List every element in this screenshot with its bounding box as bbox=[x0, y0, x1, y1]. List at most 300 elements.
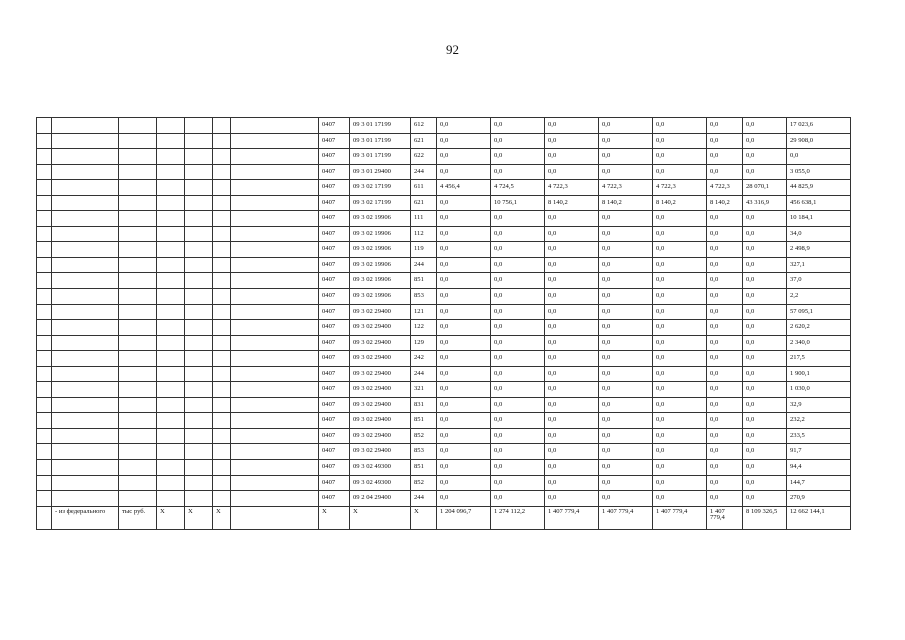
value-cell: 0,0 bbox=[491, 133, 545, 149]
target-item-cell: 09 3 02 17199 bbox=[350, 195, 411, 211]
empty-cell bbox=[119, 149, 157, 165]
value-cell: 0,0 bbox=[707, 242, 743, 258]
empty-cell bbox=[231, 273, 319, 289]
empty-cell bbox=[119, 335, 157, 351]
value-cell: 0,0 bbox=[707, 320, 743, 336]
value-cell: 0,0 bbox=[653, 242, 707, 258]
value-cell: 0,0 bbox=[707, 226, 743, 242]
expense-type-cell: 111 bbox=[411, 211, 437, 227]
value-cell: 0,0 bbox=[599, 133, 653, 149]
empty-cell bbox=[231, 226, 319, 242]
value-cell: 0,0 bbox=[599, 273, 653, 289]
value-cell: 0,0 bbox=[545, 320, 599, 336]
value-cell: 0,0 bbox=[491, 226, 545, 242]
unit-cell: тыс руб. bbox=[119, 506, 157, 529]
empty-cell bbox=[213, 491, 231, 507]
value-cell: 0,0 bbox=[653, 304, 707, 320]
value-cell: 0,0 bbox=[491, 118, 545, 134]
x-cell: Х bbox=[319, 506, 350, 529]
value-cell: 0,0 bbox=[707, 118, 743, 134]
table-row bbox=[37, 195, 851, 211]
value-cell: 0,0 bbox=[743, 133, 787, 149]
expense-type-cell: 242 bbox=[411, 351, 437, 367]
table-row bbox=[37, 397, 851, 413]
value-cell: 0,0 bbox=[437, 366, 491, 382]
empty-cell bbox=[231, 320, 319, 336]
empty-cell bbox=[52, 475, 119, 491]
empty-cell bbox=[231, 397, 319, 413]
empty-cell bbox=[185, 195, 213, 211]
expense-type-cell: 612 bbox=[411, 118, 437, 134]
empty-cell bbox=[231, 164, 319, 180]
value-cell: 0,0 bbox=[653, 289, 707, 305]
expense-type-cell: 244 bbox=[411, 366, 437, 382]
empty-cell bbox=[119, 491, 157, 507]
total-label-cell: - из федерального bbox=[52, 506, 119, 529]
empty-cell bbox=[52, 304, 119, 320]
empty-cell bbox=[37, 382, 52, 398]
table-row bbox=[37, 164, 851, 180]
value-cell: 0,0 bbox=[599, 475, 653, 491]
value-cell: 0,0 bbox=[437, 257, 491, 273]
empty-cell bbox=[52, 257, 119, 273]
value-cell: 0,0 bbox=[545, 289, 599, 305]
value-cell: 0,0 bbox=[707, 351, 743, 367]
section-code-cell: 0407 bbox=[319, 211, 350, 227]
value-cell: 4 722,3 bbox=[545, 180, 599, 196]
value-cell: 0,0 bbox=[707, 491, 743, 507]
empty-cell bbox=[119, 164, 157, 180]
empty-cell bbox=[52, 382, 119, 398]
value-cell: 0,0 bbox=[653, 397, 707, 413]
empty-cell bbox=[213, 475, 231, 491]
empty-cell bbox=[213, 211, 231, 227]
section-code-cell: 0407 bbox=[319, 413, 350, 429]
empty-cell bbox=[157, 195, 185, 211]
value-cell: 4 722,3 bbox=[707, 180, 743, 196]
total-value-cell: 12 662 144,1 bbox=[787, 506, 851, 529]
value-cell: 4 724,5 bbox=[491, 180, 545, 196]
empty-cell bbox=[52, 428, 119, 444]
empty-cell bbox=[157, 226, 185, 242]
empty-cell bbox=[157, 133, 185, 149]
value-cell: 0,0 bbox=[599, 335, 653, 351]
expense-type-cell: 852 bbox=[411, 428, 437, 444]
value-cell: 0,0 bbox=[743, 273, 787, 289]
value-cell: 0,0 bbox=[545, 226, 599, 242]
value-cell: 8 140,2 bbox=[545, 195, 599, 211]
expense-type-cell: 852 bbox=[411, 475, 437, 491]
section-code-cell: 0407 bbox=[319, 257, 350, 273]
value-cell: 0,0 bbox=[545, 413, 599, 429]
empty-cell bbox=[52, 180, 119, 196]
section-code-cell: 0407 bbox=[319, 164, 350, 180]
expense-type-cell: 244 bbox=[411, 164, 437, 180]
empty-cell bbox=[185, 335, 213, 351]
section-code-cell: 0407 bbox=[319, 460, 350, 476]
section-code-cell: 0407 bbox=[319, 180, 350, 196]
value-cell: 17 023,6 bbox=[787, 118, 851, 134]
expense-type-cell: 853 bbox=[411, 289, 437, 305]
value-cell: 8 140,2 bbox=[707, 195, 743, 211]
value-cell: 0,0 bbox=[653, 320, 707, 336]
empty-cell bbox=[185, 273, 213, 289]
target-item-cell: 09 3 02 29400 bbox=[350, 304, 411, 320]
value-cell: 0,0 bbox=[653, 149, 707, 165]
empty-cell bbox=[52, 164, 119, 180]
expense-type-cell: 112 bbox=[411, 226, 437, 242]
empty-cell bbox=[157, 475, 185, 491]
value-cell: 0,0 bbox=[743, 118, 787, 134]
target-item-cell: 09 3 02 29400 bbox=[350, 351, 411, 367]
empty-cell bbox=[157, 351, 185, 367]
target-item-cell: 09 3 02 19906 bbox=[350, 257, 411, 273]
empty-cell bbox=[185, 149, 213, 165]
value-cell: 0,0 bbox=[707, 413, 743, 429]
value-cell: 0,0 bbox=[545, 351, 599, 367]
value-cell: 217,5 bbox=[787, 351, 851, 367]
value-cell: 2,2 bbox=[787, 289, 851, 305]
table-row bbox=[37, 460, 851, 476]
empty-cell bbox=[185, 460, 213, 476]
value-cell: 327,1 bbox=[787, 257, 851, 273]
empty-cell bbox=[213, 397, 231, 413]
empty-cell bbox=[119, 242, 157, 258]
value-cell: 0,0 bbox=[491, 460, 545, 476]
value-cell: 0,0 bbox=[599, 366, 653, 382]
total-row bbox=[37, 506, 851, 529]
value-cell: 0,0 bbox=[743, 351, 787, 367]
value-cell: 0,0 bbox=[491, 351, 545, 367]
target-item-cell: 09 3 02 29400 bbox=[350, 413, 411, 429]
empty-cell bbox=[52, 226, 119, 242]
expense-type-cell: 129 bbox=[411, 335, 437, 351]
value-cell: 43 316,9 bbox=[743, 195, 787, 211]
value-cell: 0,0 bbox=[437, 413, 491, 429]
empty-cell bbox=[37, 164, 52, 180]
value-cell: 0,0 bbox=[653, 118, 707, 134]
value-cell: 0,0 bbox=[491, 475, 545, 491]
value-cell: 0,0 bbox=[743, 460, 787, 476]
value-cell: 0,0 bbox=[545, 475, 599, 491]
empty-cell bbox=[157, 273, 185, 289]
section-code-cell: 0407 bbox=[319, 289, 350, 305]
value-cell: 2 340,0 bbox=[787, 335, 851, 351]
value-cell: 0,0 bbox=[599, 428, 653, 444]
value-cell: 0,0 bbox=[599, 382, 653, 398]
value-cell: 0,0 bbox=[545, 118, 599, 134]
target-item-cell: 09 3 02 29400 bbox=[350, 428, 411, 444]
empty-cell bbox=[157, 428, 185, 444]
x-cell: Х bbox=[185, 506, 213, 529]
value-cell: 0,0 bbox=[437, 351, 491, 367]
empty-cell bbox=[119, 397, 157, 413]
section-code-cell: 0407 bbox=[319, 118, 350, 134]
value-cell: 29 908,0 bbox=[787, 133, 851, 149]
value-cell: 0,0 bbox=[437, 289, 491, 305]
value-cell: 0,0 bbox=[743, 304, 787, 320]
expense-type-cell: 611 bbox=[411, 180, 437, 196]
value-cell: 0,0 bbox=[437, 475, 491, 491]
empty-cell bbox=[157, 289, 185, 305]
empty-cell bbox=[37, 195, 52, 211]
target-item-cell: 09 3 02 19906 bbox=[350, 226, 411, 242]
empty-cell bbox=[213, 133, 231, 149]
section-code-cell: 0407 bbox=[319, 382, 350, 398]
value-cell: 0,0 bbox=[437, 195, 491, 211]
target-item-cell: 09 3 01 17199 bbox=[350, 149, 411, 165]
value-cell: 0,0 bbox=[653, 366, 707, 382]
value-cell: 232,2 bbox=[787, 413, 851, 429]
empty-cell bbox=[231, 413, 319, 429]
empty-cell bbox=[185, 413, 213, 429]
value-cell: 0,0 bbox=[491, 273, 545, 289]
target-item-cell: 09 3 02 29400 bbox=[350, 320, 411, 336]
value-cell: 0,0 bbox=[707, 366, 743, 382]
table-row bbox=[37, 289, 851, 305]
value-cell: 0,0 bbox=[437, 211, 491, 227]
empty-cell bbox=[157, 257, 185, 273]
value-cell: 0,0 bbox=[653, 475, 707, 491]
empty-cell bbox=[119, 195, 157, 211]
x-cell: Х bbox=[411, 506, 437, 529]
value-cell: 0,0 bbox=[653, 428, 707, 444]
x-cell: Х bbox=[157, 506, 185, 529]
value-cell: 0,0 bbox=[545, 491, 599, 507]
value-cell: 0,0 bbox=[437, 320, 491, 336]
value-cell: 2 498,9 bbox=[787, 242, 851, 258]
value-cell: 0,0 bbox=[545, 257, 599, 273]
empty-cell bbox=[37, 226, 52, 242]
value-cell: 0,0 bbox=[653, 133, 707, 149]
value-cell: 0,0 bbox=[599, 320, 653, 336]
empty-cell bbox=[157, 460, 185, 476]
target-item-cell: 09 3 02 29400 bbox=[350, 366, 411, 382]
value-cell: 0,0 bbox=[599, 257, 653, 273]
empty-cell bbox=[157, 149, 185, 165]
value-cell: 0,0 bbox=[599, 304, 653, 320]
value-cell: 0,0 bbox=[707, 289, 743, 305]
table-row bbox=[37, 226, 851, 242]
value-cell: 0,0 bbox=[545, 211, 599, 227]
section-code-cell: 0407 bbox=[319, 149, 350, 165]
value-cell: 0,0 bbox=[437, 149, 491, 165]
value-cell: 0,0 bbox=[545, 444, 599, 460]
empty-cell bbox=[52, 118, 119, 134]
empty-cell bbox=[157, 491, 185, 507]
value-cell: 0,0 bbox=[545, 273, 599, 289]
empty-cell bbox=[185, 242, 213, 258]
value-cell: 10 184,1 bbox=[787, 211, 851, 227]
target-item-cell: 09 3 02 29400 bbox=[350, 397, 411, 413]
value-cell: 0,0 bbox=[743, 475, 787, 491]
value-cell: 91,7 bbox=[787, 444, 851, 460]
empty-cell bbox=[185, 164, 213, 180]
empty-cell bbox=[52, 491, 119, 507]
total-value-cell: 1 204 096,7 bbox=[437, 506, 491, 529]
empty-cell bbox=[157, 180, 185, 196]
empty-cell bbox=[213, 257, 231, 273]
section-code-cell: 0407 bbox=[319, 366, 350, 382]
value-cell: 34,0 bbox=[787, 226, 851, 242]
empty-cell bbox=[231, 491, 319, 507]
empty-cell bbox=[157, 211, 185, 227]
empty-cell bbox=[185, 118, 213, 134]
value-cell: 0,0 bbox=[743, 413, 787, 429]
target-item-cell: 09 3 02 17199 bbox=[350, 180, 411, 196]
empty-cell bbox=[52, 335, 119, 351]
table-row bbox=[37, 320, 851, 336]
value-cell: 233,5 bbox=[787, 428, 851, 444]
empty-cell bbox=[185, 397, 213, 413]
value-cell: 0,0 bbox=[653, 351, 707, 367]
empty-cell bbox=[231, 118, 319, 134]
value-cell: 0,0 bbox=[491, 211, 545, 227]
empty-cell bbox=[213, 226, 231, 242]
empty-cell bbox=[52, 149, 119, 165]
expense-type-cell: 321 bbox=[411, 382, 437, 398]
expense-type-cell: 851 bbox=[411, 273, 437, 289]
target-item-cell: 09 3 01 29400 bbox=[350, 164, 411, 180]
empty-cell bbox=[185, 320, 213, 336]
value-cell: 10 756,1 bbox=[491, 195, 545, 211]
empty-cell bbox=[52, 273, 119, 289]
value-cell: 0,0 bbox=[599, 164, 653, 180]
empty-cell bbox=[119, 273, 157, 289]
value-cell: 0,0 bbox=[599, 444, 653, 460]
target-item-cell: 09 3 01 17199 bbox=[350, 133, 411, 149]
empty-cell bbox=[185, 382, 213, 398]
value-cell: 0,0 bbox=[653, 164, 707, 180]
empty-cell bbox=[231, 211, 319, 227]
value-cell: 0,0 bbox=[653, 491, 707, 507]
table-row bbox=[37, 475, 851, 491]
empty-cell bbox=[231, 351, 319, 367]
value-cell: 0,0 bbox=[437, 335, 491, 351]
value-cell: 0,0 bbox=[599, 397, 653, 413]
value-cell: 0,0 bbox=[707, 475, 743, 491]
value-cell: 456 638,1 bbox=[787, 195, 851, 211]
empty-cell bbox=[119, 428, 157, 444]
empty-cell bbox=[119, 444, 157, 460]
empty-cell bbox=[231, 428, 319, 444]
value-cell: 0,0 bbox=[743, 382, 787, 398]
empty-cell bbox=[37, 428, 52, 444]
value-cell: 0,0 bbox=[743, 149, 787, 165]
section-code-cell: 0407 bbox=[319, 397, 350, 413]
value-cell: 0,0 bbox=[653, 444, 707, 460]
section-code-cell: 0407 bbox=[319, 273, 350, 289]
value-cell: 0,0 bbox=[545, 149, 599, 165]
empty-cell bbox=[185, 180, 213, 196]
value-cell: 0,0 bbox=[653, 211, 707, 227]
value-cell: 0,0 bbox=[743, 164, 787, 180]
empty-cell bbox=[231, 475, 319, 491]
empty-cell bbox=[119, 211, 157, 227]
value-cell: 0,0 bbox=[437, 444, 491, 460]
empty-cell bbox=[213, 195, 231, 211]
value-cell: 0,0 bbox=[743, 335, 787, 351]
empty-cell bbox=[52, 133, 119, 149]
target-item-cell: 09 3 02 29400 bbox=[350, 444, 411, 460]
empty-cell bbox=[157, 444, 185, 460]
value-cell: 28 070,1 bbox=[743, 180, 787, 196]
value-cell: 0,0 bbox=[599, 226, 653, 242]
value-cell: 0,0 bbox=[491, 320, 545, 336]
value-cell: 0,0 bbox=[743, 491, 787, 507]
empty-cell bbox=[37, 491, 52, 507]
value-cell: 0,0 bbox=[437, 382, 491, 398]
total-value-cell: 1 407 779,4 bbox=[653, 506, 707, 529]
value-cell: 0,0 bbox=[653, 413, 707, 429]
empty-cell bbox=[231, 304, 319, 320]
value-cell: 0,0 bbox=[545, 242, 599, 258]
table-row bbox=[37, 413, 851, 429]
value-cell: 0,0 bbox=[653, 257, 707, 273]
value-cell: 4 722,3 bbox=[653, 180, 707, 196]
empty-cell bbox=[185, 351, 213, 367]
empty-cell bbox=[185, 366, 213, 382]
empty-cell bbox=[185, 444, 213, 460]
empty-cell bbox=[37, 397, 52, 413]
empty-cell bbox=[157, 366, 185, 382]
empty-cell bbox=[119, 133, 157, 149]
empty-cell bbox=[185, 226, 213, 242]
section-code-cell: 0407 bbox=[319, 444, 350, 460]
target-item-cell: 09 3 02 49300 bbox=[350, 460, 411, 476]
value-cell: 0,0 bbox=[491, 491, 545, 507]
value-cell: 0,0 bbox=[653, 460, 707, 476]
value-cell: 0,0 bbox=[491, 335, 545, 351]
value-cell: 1 030,0 bbox=[787, 382, 851, 398]
table-row bbox=[37, 491, 851, 507]
value-cell: 0,0 bbox=[707, 257, 743, 273]
empty-cell bbox=[37, 444, 52, 460]
empty-cell bbox=[52, 397, 119, 413]
empty-cell bbox=[231, 366, 319, 382]
empty-cell bbox=[37, 133, 52, 149]
empty-cell bbox=[185, 257, 213, 273]
value-cell: 0,0 bbox=[545, 397, 599, 413]
empty-cell bbox=[185, 304, 213, 320]
section-code-cell: 0407 bbox=[319, 195, 350, 211]
value-cell: 0,0 bbox=[491, 366, 545, 382]
empty-cell bbox=[213, 118, 231, 134]
target-item-cell: 09 3 02 19906 bbox=[350, 242, 411, 258]
value-cell: 4 722,3 bbox=[599, 180, 653, 196]
value-cell: 0,0 bbox=[437, 397, 491, 413]
value-cell: 0,0 bbox=[743, 226, 787, 242]
empty-cell bbox=[213, 428, 231, 444]
empty-cell bbox=[119, 413, 157, 429]
empty-cell bbox=[52, 320, 119, 336]
value-cell: 8 140,2 bbox=[599, 195, 653, 211]
value-cell: 0,0 bbox=[437, 273, 491, 289]
empty-cell bbox=[213, 320, 231, 336]
empty-cell bbox=[119, 320, 157, 336]
value-cell: 0,0 bbox=[707, 460, 743, 476]
value-cell: 0,0 bbox=[491, 164, 545, 180]
empty-cell bbox=[52, 195, 119, 211]
value-cell: 94,4 bbox=[787, 460, 851, 476]
table-row bbox=[37, 273, 851, 289]
value-cell: 0,0 bbox=[437, 304, 491, 320]
value-cell: 0,0 bbox=[787, 149, 851, 165]
value-cell: 144,7 bbox=[787, 475, 851, 491]
expense-type-cell: 622 bbox=[411, 149, 437, 165]
table-row bbox=[37, 133, 851, 149]
value-cell: 37,0 bbox=[787, 273, 851, 289]
